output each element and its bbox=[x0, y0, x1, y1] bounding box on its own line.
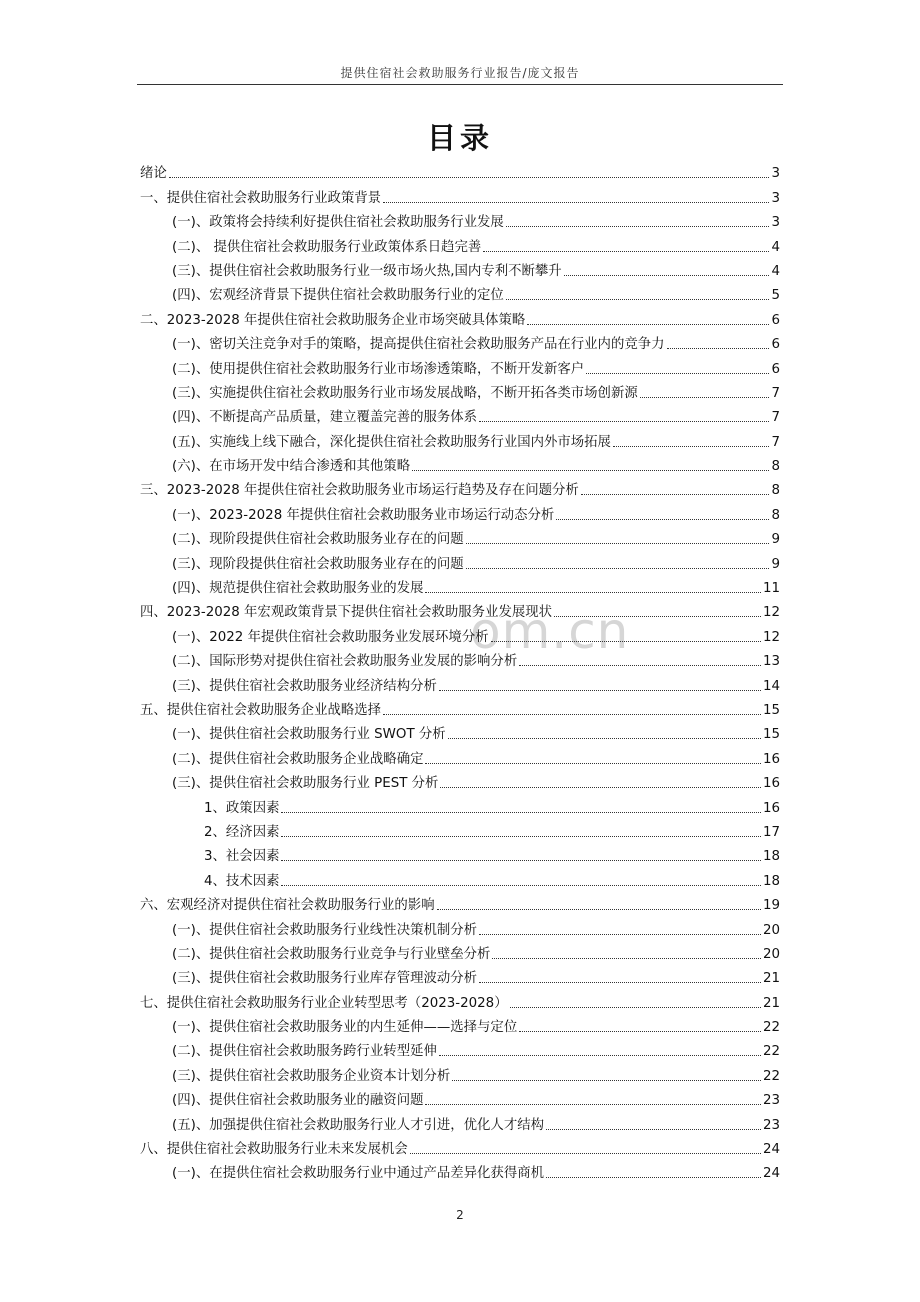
toc-leader-dots bbox=[425, 1104, 760, 1105]
toc-leader-dots bbox=[281, 860, 760, 861]
toc-entry[interactable] bbox=[140, 402, 780, 426]
toc-entry-title: (三)、提供住宿社会救助服务行业一级市场火热,国内专利不断攀升 bbox=[172, 263, 562, 279]
toc-leader-dots bbox=[439, 690, 761, 691]
toc-entry-page: 3 bbox=[771, 215, 780, 231]
toc-entry[interactable] bbox=[140, 304, 780, 328]
toc-entry[interactable] bbox=[140, 524, 780, 548]
toc-entry-title: 四、2023-2028 年宏观政策背景下提供住宿社会救助服务业发展现状 bbox=[140, 605, 553, 621]
toc-leader-dots bbox=[479, 934, 761, 935]
toc-leader-dots bbox=[439, 1055, 761, 1056]
toc-entry-page: 20 bbox=[762, 922, 780, 938]
toc-entry-title: (五)、加强提供住宿社会救助服务行业人才引进，优化人才结构 bbox=[172, 1117, 544, 1133]
toc-entry-page: 16 bbox=[762, 776, 780, 792]
toc-leader-dots bbox=[581, 494, 770, 495]
toc-entry-page: 18 bbox=[762, 873, 780, 889]
toc-entry[interactable] bbox=[140, 499, 780, 523]
toc-leader-dots bbox=[410, 1153, 761, 1154]
toc-leader-dots bbox=[440, 787, 761, 788]
toc-leader-dots bbox=[506, 226, 770, 227]
toc-leader-dots bbox=[466, 568, 770, 569]
toc-entry-page: 24 bbox=[762, 1142, 780, 1158]
toc-leader-dots bbox=[640, 397, 770, 398]
toc-entry-page: 20 bbox=[762, 946, 780, 962]
toc-entry[interactable] bbox=[140, 597, 780, 621]
toc-entry[interactable] bbox=[140, 792, 780, 816]
page-title: 目录 bbox=[426, 121, 493, 155]
toc-leader-dots bbox=[281, 812, 760, 813]
toc-entry-title: 2、经济因素 bbox=[204, 824, 280, 840]
toc-entry[interactable] bbox=[140, 646, 780, 670]
toc-entry-title: (一)、在提供住宿社会救助服务行业中通过产品差异化获得商机 bbox=[172, 1166, 544, 1182]
toc-entry-title: (二)、使用提供住宿社会救助服务行业市场渗透策略，不断开发新客户 bbox=[172, 361, 585, 377]
toc-leader-dots bbox=[448, 738, 761, 739]
toc-entry-page: 16 bbox=[762, 751, 780, 767]
toc-entry-title: 七、提供住宿社会救助服务行业企业转型思考（2023-2028） bbox=[140, 995, 508, 1011]
toc-leader-dots bbox=[479, 982, 761, 983]
toc-leader-dots bbox=[466, 543, 770, 544]
toc-entry-page: 6 bbox=[771, 312, 780, 328]
toc-entry[interactable] bbox=[140, 207, 780, 231]
toc-entry[interactable] bbox=[140, 987, 780, 1011]
toc-entry[interactable] bbox=[140, 182, 780, 206]
toc-entry-title: (一)、密切关注竞争对手的策略，提高提供住宿社会救助服务产品在行业内的竞争力 bbox=[172, 337, 665, 353]
toc-leader-dots bbox=[437, 909, 761, 910]
toc-leader-dots bbox=[483, 251, 769, 252]
toc-entry[interactable] bbox=[140, 865, 780, 889]
toc-entry-title: (二)、 提供住宿社会救助服务行业政策体系日趋完善 bbox=[172, 239, 482, 255]
toc-entry-page: 22 bbox=[762, 1020, 780, 1036]
toc-entry-title: (一)、2022 年提供住宿社会救助服务业发展环境分析 bbox=[172, 629, 489, 645]
toc-entry-page: 15 bbox=[762, 702, 780, 718]
toc-entry[interactable] bbox=[140, 231, 780, 255]
toc-entry[interactable] bbox=[140, 695, 780, 719]
toc-entry-title: (三)、提供住宿社会救助服务行业 PEST 分析 bbox=[172, 776, 439, 792]
watermark: om.cn bbox=[470, 602, 630, 660]
toc-entry-page: 4 bbox=[771, 263, 780, 279]
toc-entry[interactable] bbox=[140, 1158, 780, 1182]
toc-leader-dots bbox=[613, 446, 770, 447]
toc-leader-dots bbox=[383, 714, 761, 715]
toc-entry[interactable] bbox=[140, 1109, 780, 1133]
toc-leader-dots bbox=[491, 641, 761, 642]
toc-entry-title: 八、提供住宿社会救助服务行业未来发展机会 bbox=[140, 1142, 408, 1158]
toc-entry-page: 12 bbox=[762, 605, 780, 621]
toc-entry-title: (四)、规范提供住宿社会救助服务业的发展 bbox=[172, 581, 424, 597]
toc-entry[interactable] bbox=[140, 1036, 780, 1060]
toc-entry-title: (四)、不断提高产品质量，建立覆盖完善的服务体系 bbox=[172, 410, 478, 426]
table-of-contents bbox=[140, 158, 780, 1182]
header-rule bbox=[137, 84, 783, 85]
toc-entry-title: (三)、提供住宿社会救助服务业经济结构分析 bbox=[172, 678, 437, 694]
toc-entry[interactable] bbox=[140, 621, 780, 645]
toc-entry-page: 6 bbox=[771, 361, 780, 377]
toc-entry-title: (四)、宏观经济背景下提供住宿社会救助服务行业的定位 bbox=[172, 288, 504, 304]
toc-leader-dots bbox=[479, 421, 769, 422]
toc-entry-title: (二)、现阶段提供住宿社会救助服务业存在的问题 bbox=[172, 532, 464, 548]
toc-entry-page: 3 bbox=[771, 166, 780, 182]
toc-entry[interactable] bbox=[140, 1012, 780, 1036]
toc-leader-dots bbox=[425, 763, 760, 764]
toc-entry[interactable] bbox=[140, 670, 780, 694]
toc-entry-title: (一)、2023-2028 年提供住宿社会救助服务业市场运行动态分析 bbox=[172, 507, 555, 523]
toc-leader-dots bbox=[452, 1080, 761, 1081]
toc-entry-page: 15 bbox=[762, 727, 780, 743]
toc-entry-page: 3 bbox=[771, 190, 780, 206]
toc-entry[interactable] bbox=[140, 963, 780, 987]
toc-entry-title: (二)、提供住宿社会救助服务行业竞争与行业壁垒分析 bbox=[172, 946, 491, 962]
toc-entry-page: 24 bbox=[762, 1166, 780, 1182]
toc-entry[interactable] bbox=[140, 329, 780, 353]
toc-entry-title: (三)、提供住宿社会救助服务企业资本计划分析 bbox=[172, 1068, 451, 1084]
toc-entry-page: 7 bbox=[771, 385, 780, 401]
toc-entry-title: 绪论 bbox=[140, 166, 167, 182]
toc-entry[interactable] bbox=[140, 573, 780, 597]
toc-entry[interactable] bbox=[140, 1134, 780, 1158]
toc-entry-page: 4 bbox=[771, 239, 780, 255]
toc-entry-page: 9 bbox=[771, 556, 780, 572]
toc-entry[interactable] bbox=[140, 426, 780, 450]
toc-entry-page: 17 bbox=[762, 824, 780, 840]
toc-entry[interactable] bbox=[140, 841, 780, 865]
toc-entry-title: (五)、实施线上线下融合，深化提供住宿社会救助服务行业国内外市场拓展 bbox=[172, 434, 611, 450]
toc-entry-page: 14 bbox=[762, 678, 780, 694]
toc-entry-page: 16 bbox=[762, 800, 780, 816]
toc-leader-dots bbox=[281, 885, 760, 886]
toc-entry-title: (三)、提供住宿社会救助服务行业库存管理波动分析 bbox=[172, 971, 478, 987]
toc-entry[interactable] bbox=[140, 768, 780, 792]
toc-entry-title: (一)、提供住宿社会救助服务行业线性决策机制分析 bbox=[172, 922, 478, 938]
toc-entry[interactable] bbox=[140, 378, 780, 402]
running-header: 提供住宿社会救助服务行业报告/庞文报告 bbox=[340, 66, 580, 80]
toc-entry-title: 二、2023-2028 年提供住宿社会救助服务企业市场突破具体策略 bbox=[140, 312, 526, 328]
toc-entry-page: 18 bbox=[762, 849, 780, 865]
toc-leader-dots bbox=[556, 519, 769, 520]
toc-entry-title: (二)、提供住宿社会救助服务跨行业转型延伸 bbox=[172, 1044, 437, 1060]
toc-leader-dots bbox=[527, 324, 769, 325]
toc-entry-page: 7 bbox=[771, 410, 780, 426]
toc-entry-title: (一)、提供住宿社会救助服务业的内生延伸——选择与定位 bbox=[172, 1020, 518, 1036]
toc-entry[interactable] bbox=[140, 890, 780, 914]
toc-entry[interactable] bbox=[140, 475, 780, 499]
toc-entry-page: 8 bbox=[771, 507, 780, 523]
toc-entry[interactable] bbox=[140, 353, 780, 377]
toc-entry-title: 一、提供住宿社会救助服务行业政策背景 bbox=[140, 190, 382, 206]
toc-entry-page: 21 bbox=[762, 971, 780, 987]
toc-entry-title: 五、提供住宿社会救助服务企业战略选择 bbox=[140, 702, 382, 718]
toc-entry-page: 8 bbox=[771, 483, 780, 499]
toc-entry-title: (三)、实施提供住宿社会救助服务行业市场发展战略，不断开拓各类市场创新源 bbox=[172, 385, 638, 401]
toc-entry-page: 12 bbox=[762, 629, 780, 645]
toc-entry-page: 21 bbox=[762, 995, 780, 1011]
toc-leader-dots bbox=[412, 470, 769, 471]
toc-entry-title: (二)、提供住宿社会救助服务企业战略确定 bbox=[172, 751, 424, 767]
toc-leader-dots bbox=[554, 616, 761, 617]
toc-leader-dots bbox=[425, 592, 760, 593]
toc-entry[interactable] bbox=[140, 743, 780, 767]
page-number: 2 bbox=[456, 1208, 464, 1222]
toc-leader-dots bbox=[383, 202, 769, 203]
toc-entry-page: 11 bbox=[762, 581, 780, 597]
toc-entry[interactable] bbox=[140, 256, 780, 280]
toc-entry[interactable] bbox=[140, 817, 780, 841]
toc-leader-dots bbox=[564, 275, 770, 276]
toc-entry[interactable] bbox=[140, 939, 780, 963]
toc-entry-page: 23 bbox=[762, 1117, 780, 1133]
toc-entry-title: 三、2023-2028 年提供住宿社会救助服务业市场运行趋势及存在问题分析 bbox=[140, 483, 579, 499]
toc-entry-page: 7 bbox=[771, 434, 780, 450]
toc-leader-dots bbox=[519, 1031, 761, 1032]
toc-leader-dots bbox=[546, 1129, 761, 1130]
toc-entry-title: (三)、现阶段提供住宿社会救助服务业存在的问题 bbox=[172, 556, 464, 572]
toc-entry[interactable] bbox=[140, 451, 780, 475]
toc-leader-dots bbox=[281, 836, 760, 837]
toc-entry-title: (四)、提供住宿社会救助服务业的融资问题 bbox=[172, 1093, 424, 1109]
toc-leader-dots bbox=[546, 1177, 761, 1178]
toc-entry[interactable] bbox=[140, 158, 780, 182]
toc-entry-page: 13 bbox=[762, 654, 780, 670]
toc-entry-page: 9 bbox=[771, 532, 780, 548]
toc-leader-dots bbox=[506, 299, 770, 300]
toc-leader-dots bbox=[667, 348, 770, 349]
toc-leader-dots bbox=[510, 1007, 761, 1008]
toc-leader-dots bbox=[519, 665, 761, 666]
toc-entry-page: 5 bbox=[771, 288, 780, 304]
toc-entry[interactable] bbox=[140, 914, 780, 938]
toc-entry-title: 六、宏观经济对提供住宿社会救助服务行业的影响 bbox=[140, 898, 435, 914]
toc-entry-page: 6 bbox=[771, 337, 780, 353]
toc-entry-title: 3、社会因素 bbox=[204, 849, 280, 865]
toc-entry[interactable] bbox=[140, 1060, 780, 1084]
toc-entry-page: 22 bbox=[762, 1044, 780, 1060]
toc-entry-page: 22 bbox=[762, 1068, 780, 1084]
toc-entry[interactable] bbox=[140, 548, 780, 572]
toc-entry-page: 8 bbox=[771, 459, 780, 475]
toc-entry-page: 23 bbox=[762, 1093, 780, 1109]
toc-entry-title: (一)、政策将会持续利好提供住宿社会救助服务行业发展 bbox=[172, 215, 504, 231]
toc-entry-title: 1、政策因素 bbox=[204, 800, 280, 816]
toc-entry-title: (一)、提供住宿社会救助服务行业 SWOT 分析 bbox=[172, 727, 446, 743]
toc-entry[interactable] bbox=[140, 280, 780, 304]
toc-entry-title: (二)、国际形势对提供住宿社会救助服务业发展的影响分析 bbox=[172, 654, 518, 670]
toc-leader-dots bbox=[492, 958, 761, 959]
toc-entry-page: 19 bbox=[762, 898, 780, 914]
toc-entry[interactable] bbox=[140, 719, 780, 743]
toc-entry-title: (六)、在市场开发中结合渗透和其他策略 bbox=[172, 459, 411, 475]
toc-entry-title: 4、技术因素 bbox=[204, 873, 280, 889]
toc-entry[interactable] bbox=[140, 1085, 780, 1109]
toc-leader-dots bbox=[169, 177, 770, 178]
toc-leader-dots bbox=[586, 373, 769, 374]
